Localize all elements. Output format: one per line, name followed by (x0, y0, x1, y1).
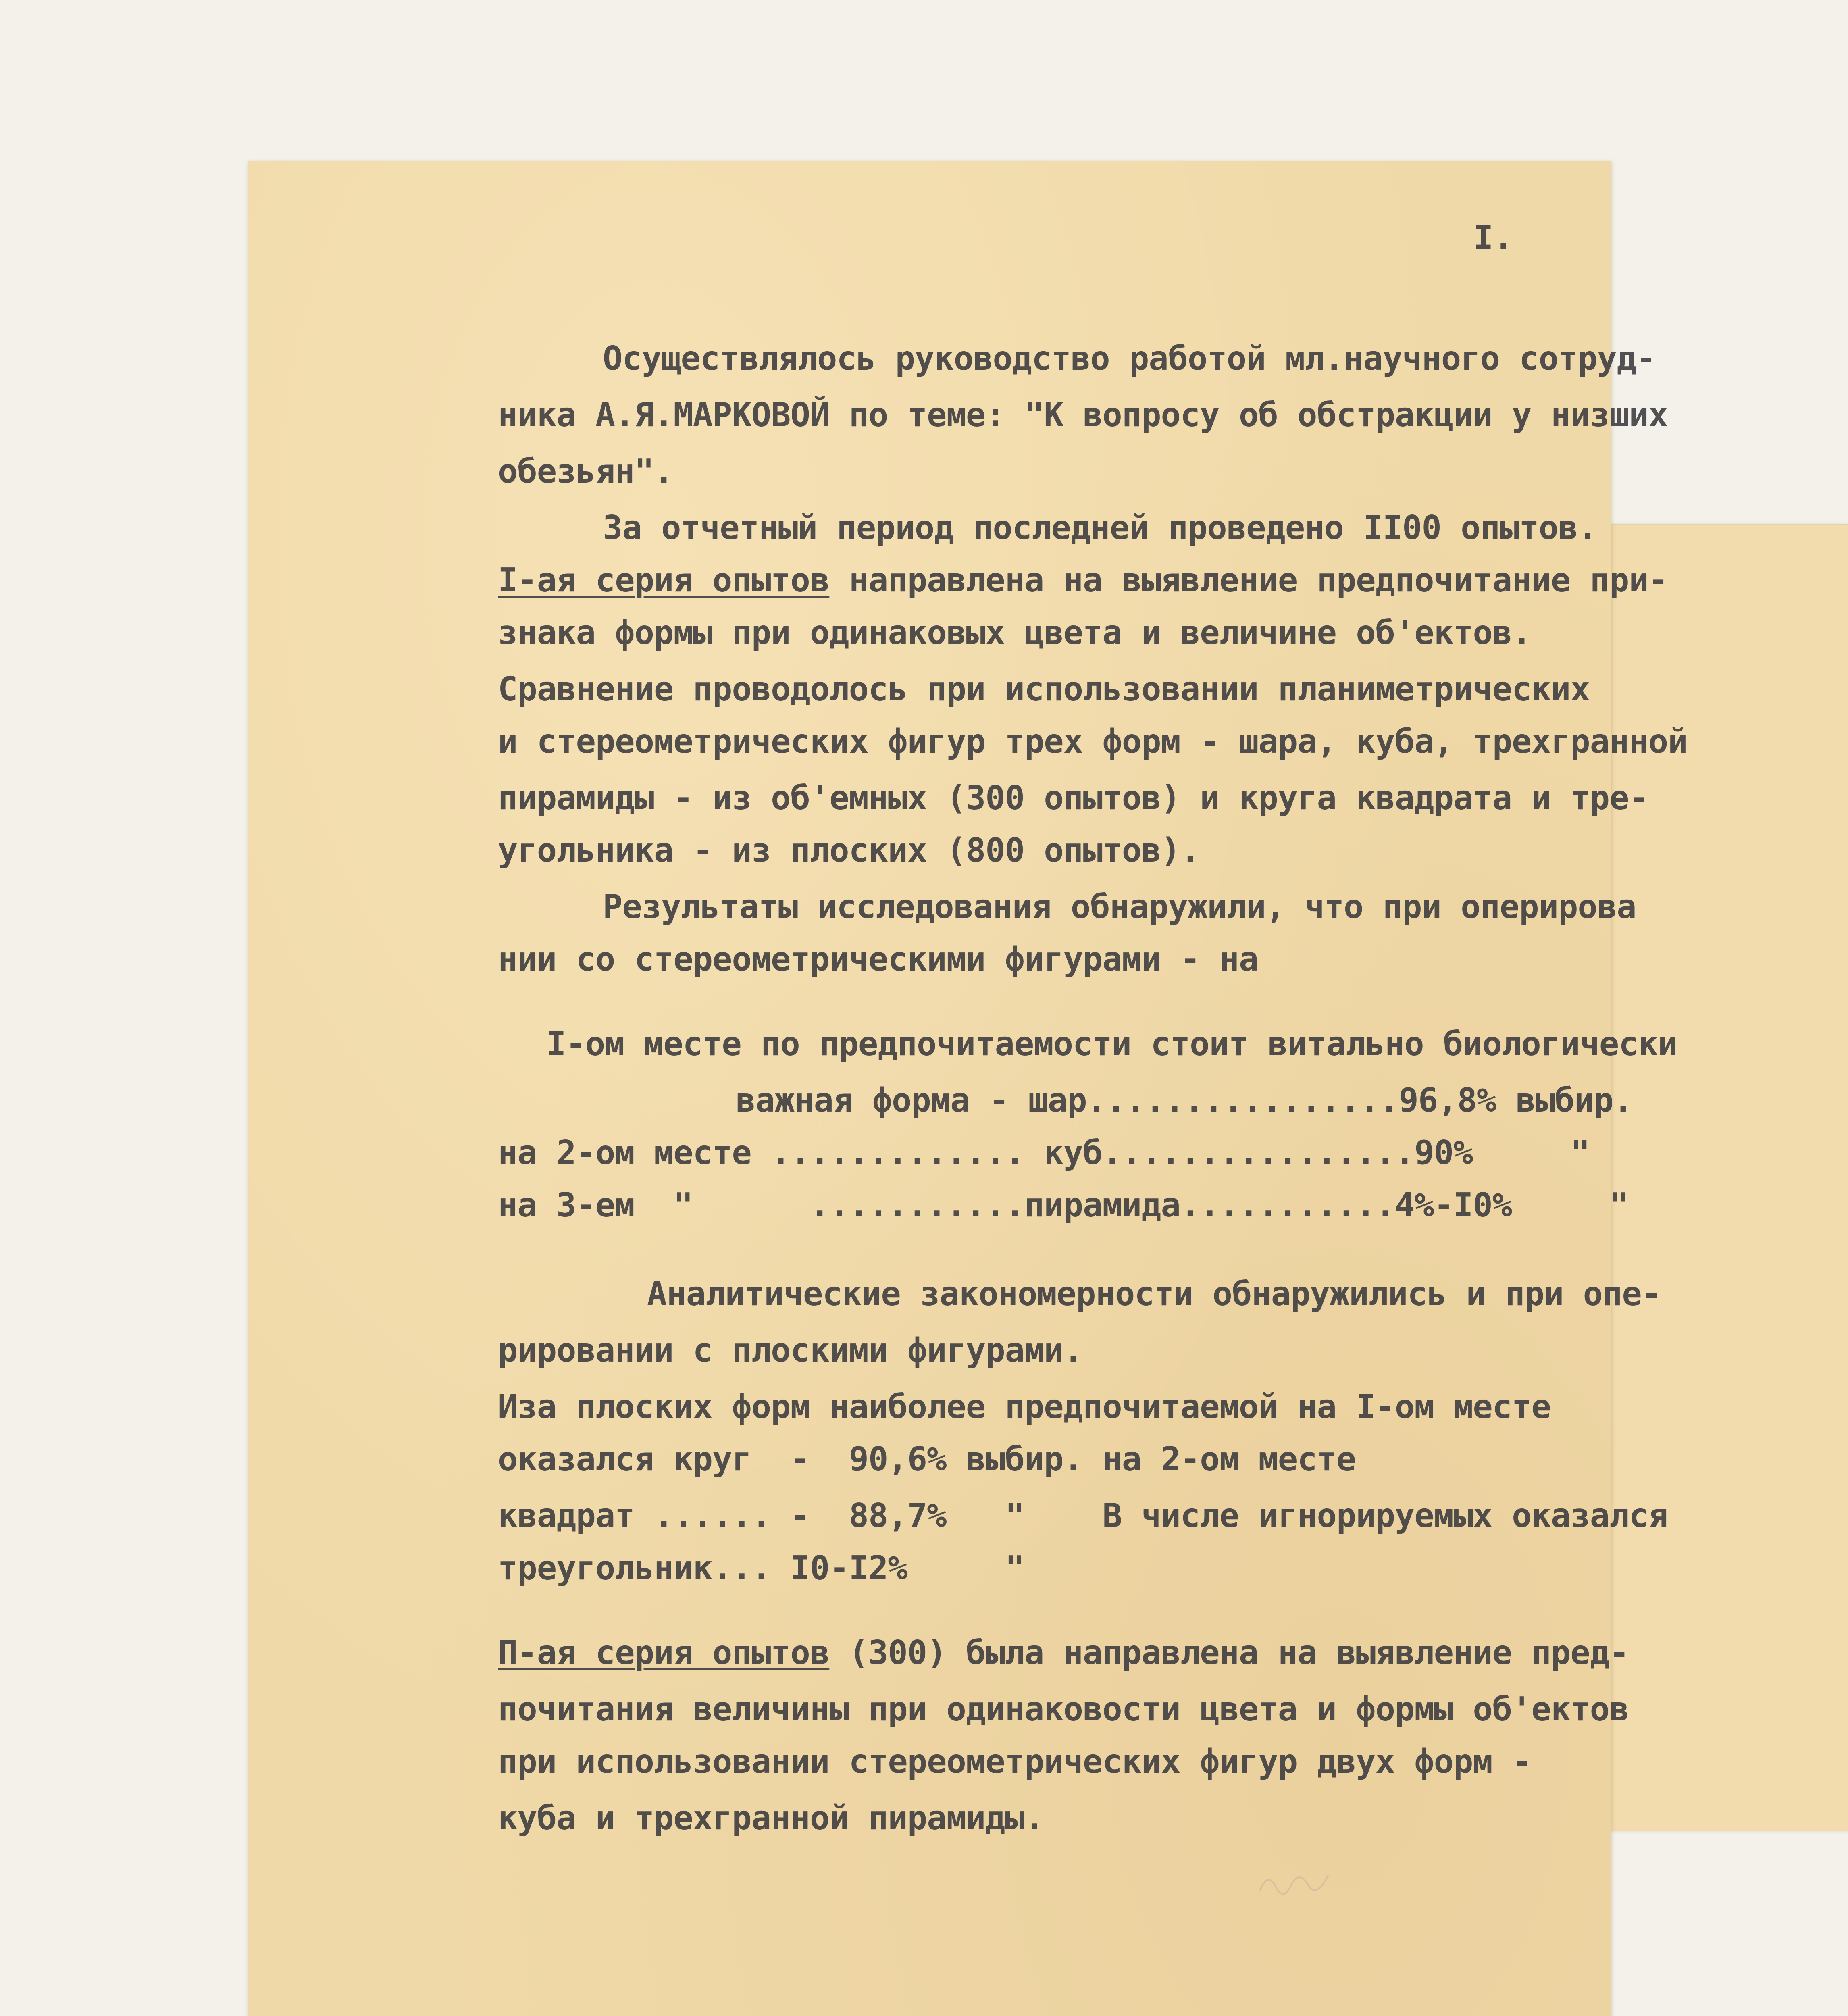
text-line-rest: направлена на выявление предпочитание при- (829, 561, 1668, 600)
text-line: куба и трехгранной пирамиды. (498, 1799, 1044, 1837)
result-line: на 2-ом месте ............. куб................90% " (498, 1134, 1590, 1172)
result-line: I-ом месте по предпочитаемости стоит витально биологически (546, 1025, 1677, 1063)
text-line: оказался круг - 90,6% выбир. на 2-ом месте (498, 1440, 1356, 1479)
text-line: пирамиды - из об'емных (300 опытов) и круга квадрата и тре- (498, 779, 1648, 817)
text-line: ника А.Я.МАРКОВОЙ по теме: "К вопросу об обстракции у низших (498, 396, 1668, 434)
text-line: при использовании стереометрических фигур двух форм - (498, 1743, 1532, 1781)
text-line: треугольник... I0-I2% " (498, 1549, 1024, 1587)
text-line: квадрат ...... - 88,7% " В числе игнорируемых оказался (498, 1497, 1668, 1535)
text-line: Сравнение проводолось при использовании планиметрических (498, 670, 1590, 708)
text-line (498, 1633, 1629, 1673)
result-line: на 3-ем " ...........пирамида...........4%-I0% " (498, 1186, 1629, 1225)
text-line: За отчетный период последней проведено II00 опытов. (603, 509, 1597, 547)
text-line: Аналитические закономерности обнаружились и при опе- (647, 1275, 1661, 1313)
text-line: нии со стереометрическими фигурами - на (498, 940, 1259, 979)
text-line: Иза плоских форм наиболее предпочитаемой на I-ом месте (498, 1388, 1551, 1426)
text-line: знака формы при одинаковых цвета и величине об'ектов. (498, 614, 1532, 652)
text-line-rest: (300) была направлена на выявление пред- (829, 1634, 1629, 1672)
text-line: угольника - из плоских (800 опытов). (498, 831, 1200, 870)
text-line: почитания величины при одинаковости цвета и формы об'ектов (498, 1690, 1629, 1729)
series-2-heading: П-ая серия опытов (498, 1634, 830, 1672)
document-page (248, 161, 1688, 2016)
text-line: и стереометрических фигур трех форм - шара, куба, трехгранной (498, 723, 1688, 761)
pencil-mark-icon (1256, 1863, 1332, 1899)
series-1-heading: I-ая серия опытов (498, 561, 830, 600)
result-line: важная форма - шар................96,8% выбир. (736, 1081, 1633, 1120)
text-line (498, 560, 1668, 601)
text-line: Осуществлялось руководство работой мл.научного сотруд- (603, 339, 1656, 378)
text-line: Результаты исследования обнаружили, что при оперирова (603, 888, 1636, 926)
back-paper-sheet (1609, 524, 1848, 1831)
text-line: обезьян". (498, 452, 674, 491)
page-number: I. (1473, 219, 1513, 257)
text-line: рировании с плоскими фигурами. (498, 1331, 1083, 1370)
